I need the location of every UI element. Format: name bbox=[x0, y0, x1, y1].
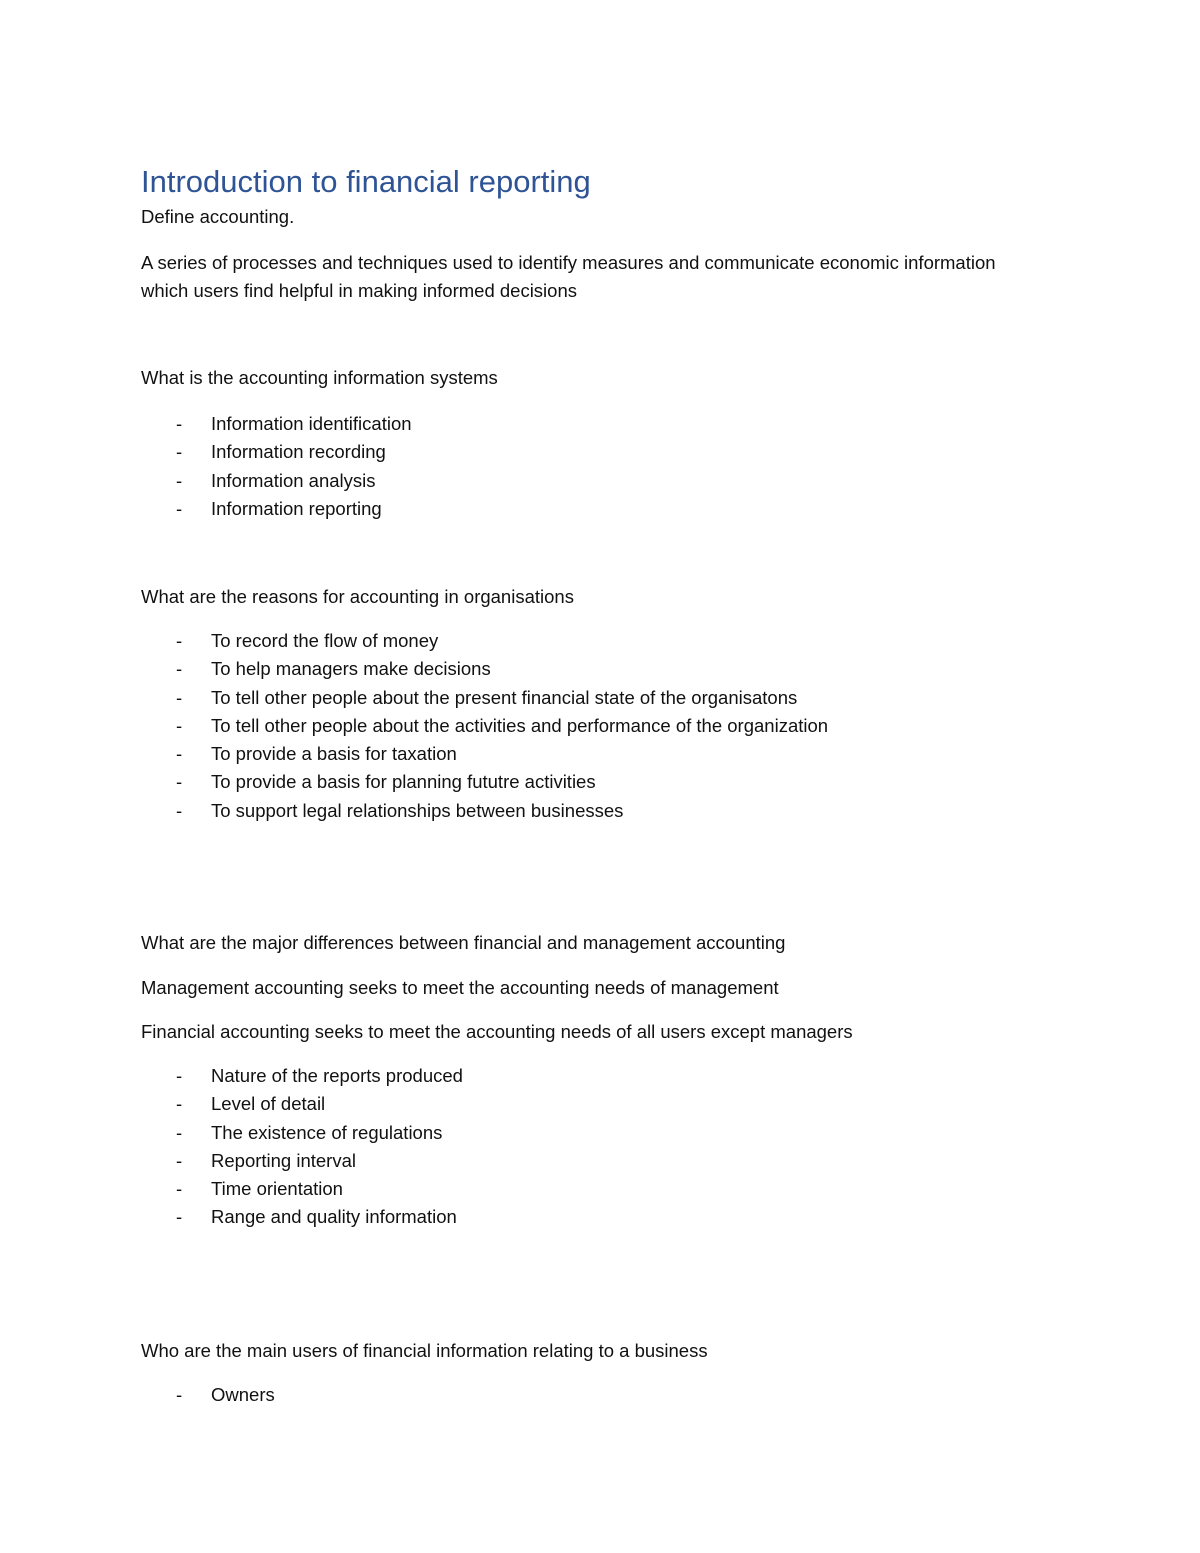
question-ais: What is the accounting information systems bbox=[141, 367, 498, 388]
bullet-dash: - bbox=[176, 771, 183, 793]
list-item-text: Time orientation bbox=[211, 1178, 343, 1200]
bullet-dash: - bbox=[176, 469, 183, 491]
bullet-dash: - bbox=[176, 799, 183, 821]
list-item-text: Reporting interval bbox=[211, 1149, 356, 1171]
bullet-dash: - bbox=[176, 441, 183, 463]
list-item-text: To support legal relationships between businesses bbox=[211, 799, 624, 821]
bullet-dash: - bbox=[176, 1093, 183, 1115]
list-item-text: Information identification bbox=[211, 413, 412, 434]
list-item-text: Information analysis bbox=[211, 469, 376, 491]
bullet-dash: - bbox=[176, 1206, 183, 1228]
definition-line-1: A series of processes and techniques used to identify measures and communicate economic information bbox=[141, 252, 996, 273]
bullet-dash: - bbox=[176, 413, 183, 434]
question-reasons: What are the reasons for accounting in organisations bbox=[141, 586, 574, 607]
financial-accounting-statement: Financial accounting seeks to meet the accounting needs of all users except managers bbox=[141, 1021, 853, 1042]
bullet-dash: - bbox=[176, 1149, 183, 1171]
bullet-dash: - bbox=[176, 714, 183, 736]
management-accounting-statement: Management accounting seeks to meet the accounting needs of management bbox=[141, 977, 779, 998]
list-item-text: To provide a basis for taxation bbox=[211, 743, 457, 765]
bullet-dash: - bbox=[176, 1065, 183, 1086]
list-item-text: Information recording bbox=[211, 441, 386, 463]
bullet-dash: - bbox=[176, 743, 183, 765]
list-item-text: To tell other people about the present financial state of the organisatons bbox=[211, 686, 798, 708]
bullet-dash: - bbox=[176, 1121, 183, 1143]
list-item-text: To record the flow of money bbox=[211, 630, 439, 651]
bullet-dash: - bbox=[176, 497, 183, 519]
question-main-users: Who are the main users of financial information relating to a business bbox=[141, 1340, 708, 1361]
list-item-text: Nature of the reports produced bbox=[211, 1065, 463, 1086]
define-accounting-heading: Define accounting. bbox=[141, 206, 295, 227]
list-item-text: To provide a basis for planning fututre activities bbox=[211, 771, 596, 793]
list-item-text: Range and quality information bbox=[211, 1206, 457, 1228]
bullet-dash: - bbox=[176, 630, 183, 651]
bullet-dash: - bbox=[176, 1178, 183, 1200]
list-item-text: The existence of regulations bbox=[211, 1121, 443, 1143]
list-item-text: To tell other people about the activities and performance of the organization bbox=[211, 714, 829, 736]
bullet-dash: - bbox=[176, 658, 183, 680]
question-differences: What are the major differences between financial and management accounting bbox=[141, 932, 786, 953]
list-item-text: To help managers make decisions bbox=[211, 658, 491, 680]
bullet-dash: - bbox=[176, 1384, 183, 1405]
list-item-text: Owners bbox=[211, 1384, 275, 1405]
page-title: Introduction to financial reporting bbox=[141, 164, 591, 199]
definition-line-2: which users find helpful in making informed decisions bbox=[141, 280, 577, 301]
list-item-text: Information reporting bbox=[211, 497, 382, 519]
bullet-dash: - bbox=[176, 686, 183, 708]
list-item-text: Level of detail bbox=[211, 1093, 326, 1115]
